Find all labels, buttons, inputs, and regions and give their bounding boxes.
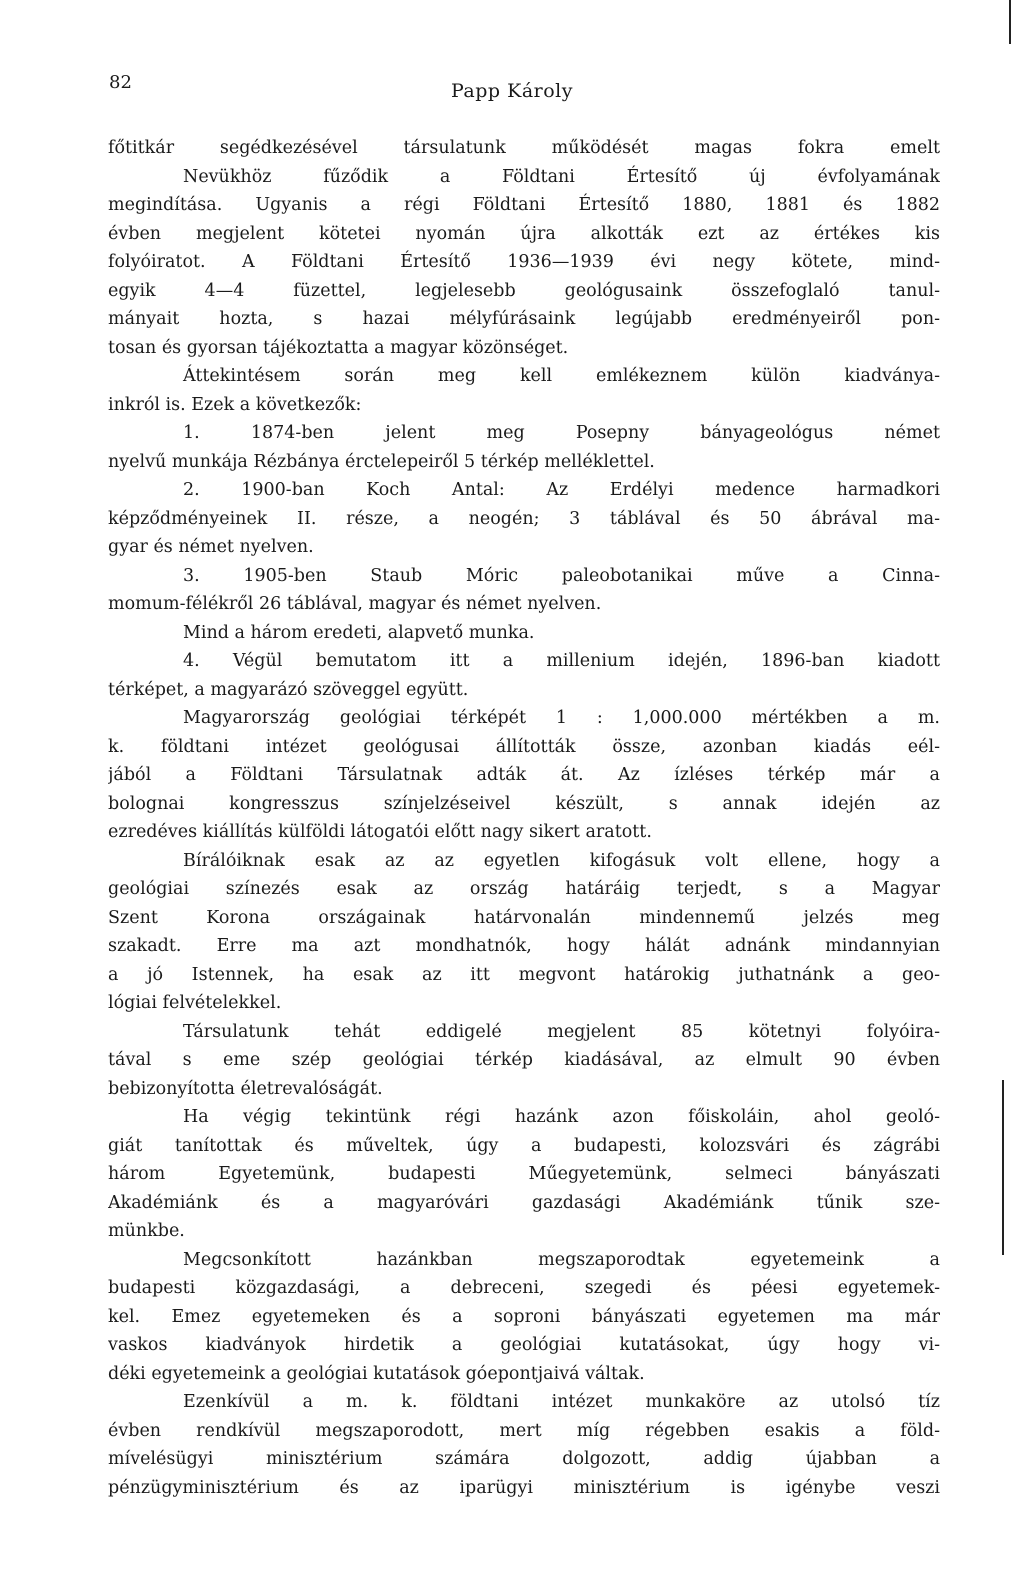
text-line: Áttekintésem során meg kell emlékeznem külön kiadványa- (183, 366, 940, 386)
text-line: 2. 1900-ban Koch Antal: Az Erdélyi medence harmadkori (183, 480, 940, 500)
text-line: lógiai felvételekkel. (108, 993, 282, 1013)
text-line: térképet, a magyarázó szöveggel együtt. (108, 679, 469, 700)
text-line: évben megjelent kötetei nyomán újra alkották ezt az értékes kis (108, 223, 940, 244)
text-line: Megcsonkított hazánkban megszaporodtak egyetemeink a (183, 1249, 940, 1270)
text-line: 1. 1874-ben jelent meg Posepny bányageológus német (183, 423, 940, 443)
scan-edge-mark (1002, 1080, 1004, 1255)
text-line: jából a Földtani Társulatnak adták át. Az ízléses térkép már a (108, 765, 940, 785)
text-line: bolognai kongresszus színjelzéseivel készült, s annak idején az (108, 793, 940, 814)
text-line: évben rendkívül megszaporodott, mert míg régebben esakis a föld- (108, 1420, 940, 1441)
text-line: Szent Korona országainak határvonalán mindennemű jelzés meg (108, 907, 940, 928)
text-line: tosan és gyorsan tájékoztatta a magyar közönséget. (108, 337, 569, 358)
text-line: főtitkár segédkezésével társulatunk működését magas fokra emelt (108, 138, 940, 158)
text-line: Társulatunk tehát eddigelé megjelent 85 kötetnyi folyóira- (183, 1021, 940, 1042)
text-line: déki egyetemeink a geológiai kutatások góepontjaivá váltak. (108, 1363, 645, 1384)
text-line: pénzügyminisztérium és az iparügyi minisztérium is igénybe veszi (108, 1477, 940, 1498)
text-line: kel. Emez egyetemeken és a soproni bányászati egyetemen ma már (108, 1306, 940, 1327)
text-line: münkbe. (108, 1221, 185, 1241)
text-line: szakadt. Erre ma azt mondhatnók, hogy hálát adnánk mindannyian (108, 936, 940, 956)
text-line: megindítása. Ugyanis a régi Földtani Értesítő 1880, 1881 és 1882 (108, 195, 940, 215)
text-line: Nevükhöz fűződik a Földtani Értesítő új évfolyamának (183, 166, 940, 187)
text-line: Ha végig tekintünk régi hazánk azon főiskoláin, ahol geoló- (183, 1107, 940, 1127)
text-line: folyóiratot. A Földtani Értesítő 1936—1939 évi negy kötete, mind- (108, 252, 940, 272)
text-line: momum-félékről 26 táblával, magyar és német nyelven. (108, 594, 602, 614)
text-line: egyik 4—4 füzettel, legjelesebb geológusaink összefoglaló tanul- (108, 280, 940, 301)
text-line: tával s eme szép geológiai térkép kiadásával, az elmult 90 évben (108, 1050, 940, 1070)
text-line: giát tanítottak és műveltek, úgy a budapesti, kolozsvári és zágrábi (108, 1135, 940, 1156)
text-line: k. földtani intézet geológusai állították össze, azonban kiadás eél- (108, 736, 940, 757)
text-line: 3. 1905-ben Staub Móric paleobotanikai műve a Cinna- (183, 565, 940, 586)
text-line: Ezenkívül a m. k. földtani intézet munkaköre az utolsó tíz (183, 1392, 940, 1412)
text-line: inkról is. Ezek a következők: (108, 394, 362, 415)
text-line: Akadémiánk és a magyaróvári gazdasági Akadémiánk tűnik sze- (108, 1192, 940, 1213)
text-line: mányait hozta, s hazai mélyfúrásaink legújabb eredményeiről pon- (108, 309, 940, 329)
page-number: 82 (109, 72, 132, 93)
text-line: ezredéves kiállítás külföldi látogatói előtt nagy sikert aratott. (108, 822, 652, 842)
text-line: gyar és német nyelven. (108, 537, 314, 557)
text-line: geológiai színezés esak az ország határáig terjedt, s a Magyar (108, 879, 940, 899)
text-line: Mind a három eredeti, alapvető munka. (183, 622, 535, 643)
text-line: Magyarország geológiai térképét 1 : 1,000.000 mértékben a m. (183, 708, 940, 728)
text-line: nyelvű munkája Rézbánya érctelepeiről 5 térkép melléklettel. (108, 451, 655, 472)
text-line: három Egyetemünk, budapesti Műegyetemünk, selmeci bányászati (108, 1164, 940, 1184)
text-line: budapesti közgazdasági, a debreceni, szegedi és péesi egyetemek- (108, 1278, 940, 1298)
scan-edge-mark (1009, 0, 1011, 44)
text-line: mívelésügyi minisztérium számára dolgozott, addig újabban a (108, 1449, 940, 1469)
text-line: vaskos kiadványok hirdetik a geológiai kutatásokat, úgy hogy vi- (108, 1335, 940, 1355)
text-line: bebizonyította életrevalóságát. (108, 1078, 383, 1099)
text-line: Bírálóiknak esak az az egyetlen kifogásuk volt ellene, hogy a (183, 850, 940, 871)
text-line: 4. Végül bemutatom itt a millenium idején, 1896-ban kiadott (183, 651, 940, 671)
text-line: képződményeinek II. része, a neogén; 3 táblával és 50 ábrával ma- (108, 508, 940, 529)
running-head: Papp Károly (451, 80, 573, 102)
text-line: a jó Istennek, ha esak az itt megvont határokig juthatnánk a geo- (108, 964, 940, 985)
body-text (108, 134, 940, 1502)
